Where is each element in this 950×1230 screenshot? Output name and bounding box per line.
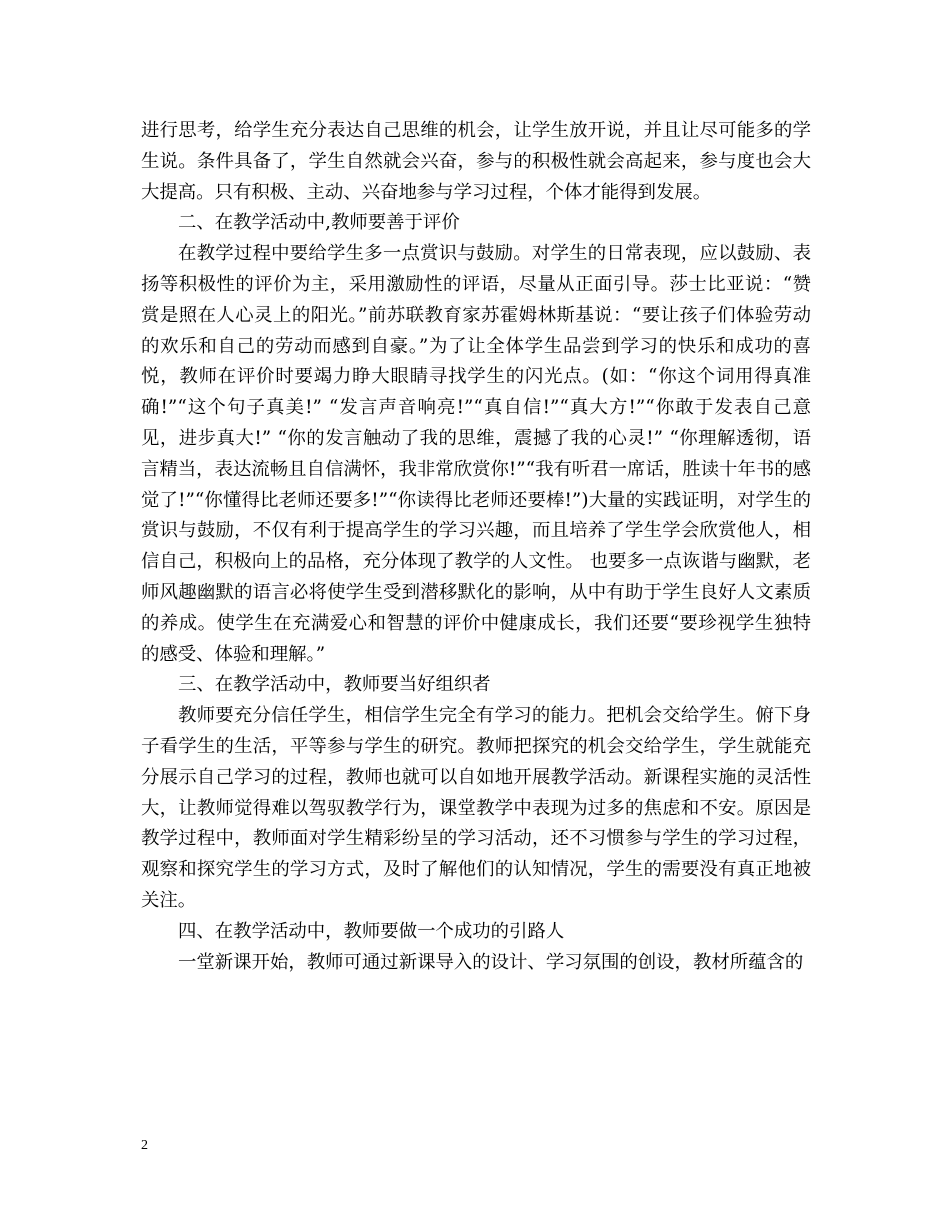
section-heading: 三、在教学活动中，教师要当好组织者: [178, 674, 491, 696]
section-heading: 二、在教学活动中,教师要善于评价: [178, 212, 460, 234]
body-paragraph: 一堂新课开始，教师可通过新课导入的设计、学习氛围的创设，教材所蕴含的: [178, 951, 804, 973]
body-paragraph: 教师要充分信任学生，相信学生完全有学习的能力。把机会交给学生。俯下身子看学生的生活，平等参与学生的研究。教师把探究的机会交给学生，学生就能充分展示自己学习的过程，教师也就可以自如地开展教学活动。新课程实施的灵活性大，让教师觉得难以驾驭教学行为，课堂教学中表现为过多的焦虑和不安。原因是教学过程中，教师面对学生精彩纷呈的学习活动，还不习惯参与学生的学习过程，观察和探究学生的学习方式，及时了解他们的认知情况，学生的需要没有真正地被关注。: [141, 705, 811, 911]
body-paragraph: 在教学过程中要给学生多一点赏识与鼓励。对学生的日常表现，应以鼓励、表扬等积极性的评价为主，采用激励性的评语，尽量从正面引导。莎士比亚说：“赞赏是照在人心灵上的阳光。”前苏联教育家苏霍姆林斯基说：“要让孩子们体验劳动的欢乐和自己的劳动而感到自豪。”为了让全体学生品尝到学习的快乐和成功的喜悦，教师在评价时要竭力睁大眼睛寻找学生的闪光点。(如：“你这个词用得真准确!”“这个句子真美!” “发言声音响亮!”“真自信!”“真大方!”“你敢于发表自己意见，进步真大!” “你的发言触动了我的思维，震撼了我的心灵!” “你理解透彻，语言精当，表达流畅且自信满怀，我非常欣赏你!”“我有听君一席话，胜读十年书的感觉了!”“你懂得比老师还要多!”“你读得比老师还要棒!”)大量的实践证明，对学生的赏识与鼓励，不仅有利于提高学生的学习兴趣，而且培养了学生学会欣赏他人，相信自己，积极向上的品格，充分体现了教学的人文性。 也要多一点诙谐与幽默，老师风趣幽默的语言必将使学生受到潜移默化的影响，从中有助于学生良好人文素质的养成。使学生在充满爱心和智慧的评价中健康成长，我们还要“要珍视学生独特的感受、体验和理解。”: [141, 243, 811, 665]
page-number: 2: [141, 1138, 148, 1153]
document-body: [141, 116, 811, 978]
section-heading: 四、在教学活动中，教师要做一个成功的引路人: [178, 920, 565, 942]
body-paragraph: 进行思考，给学生充分表达自己思维的机会，让学生放开说，并且让尽可能多的学生说。条件具备了，学生自然就会兴奋，参与的积极性就会高起来，参与度也会大大提高。只有积极、主动、兴奋地参与学习过程，个体才能得到发展。: [141, 120, 811, 203]
